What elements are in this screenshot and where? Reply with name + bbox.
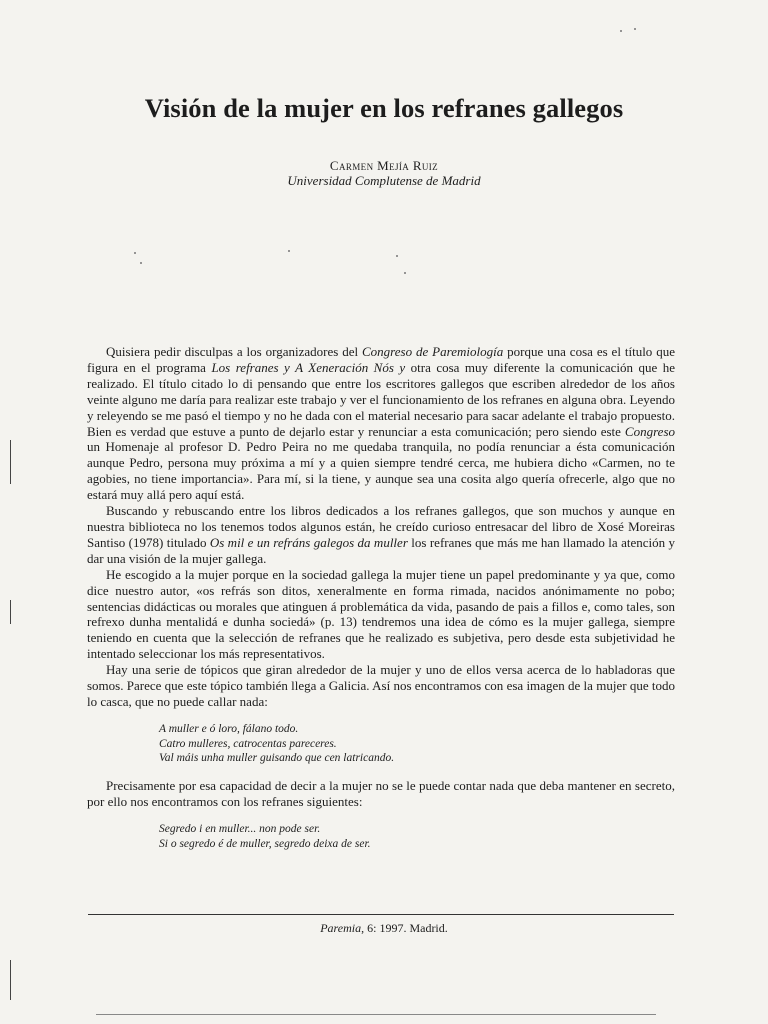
paragraph-4: Hay una serie de tópicos que giran alrededor de la mujer y uno de ellos versa acerca de lo habladoras que somos. Parece que este tópico también llega a Galicia. Así nos encontramos con esa imagen de la mujer que todo lo casca, que no puede callar nada:: [87, 662, 675, 709]
proverb-line: Segredo i en muller... non pode ser.: [159, 823, 321, 836]
footer-rule: [88, 914, 674, 915]
scan-speck: [396, 255, 398, 257]
author-affiliation: Universidad Complutense de Madrid: [287, 173, 481, 188]
paragraph-2: Buscando y rebuscando entre los libros dedicados a los refranes gallegos, que son muchos y aunque en nuestra biblioteca no los tenemos todos algunos están, he creído curioso entresacar del libro de Xosé Moreiras Santiso (1978) titulado Os mil e un refráns galegos da muller los refranes que más me han llamado la atención y dar una visión de la mujer gallega.: [87, 503, 675, 566]
scan-edge-mark: [10, 960, 11, 1000]
article-title: Visión de la mujer en los refranes gallegos: [144, 93, 624, 123]
scan-speck: [634, 28, 636, 30]
proverb-line: A muller e ó loro, fálano todo.: [159, 722, 299, 735]
journal-footer: Paremia, 6: 1997. Madrid.: [320, 921, 448, 935]
scan-bottom-line: [96, 1014, 656, 1015]
proverb-line: Val máis unha muller guisando que cen latricando.: [159, 752, 395, 765]
scan-speck: [134, 252, 136, 254]
proverb-line: Catro mulleres, catrocentas pareceres.: [159, 737, 337, 750]
article-body: [87, 344, 675, 864]
paragraph-3: He escogido a la mujer porque en la sociedad gallega la mujer tiene un papel predominante y ya que, como dice nuestro autor, «os refrás son ditos, xeneralmente en forma rimada, nacidos anónimamente no pobo; sentencias didácticas ou morales que atinguen á problemática da vida, pasando de pais a fillos e, como tales, son refrexo dunha mentalidá e dunha sociedá» (p. 13) tendremos una idea de cómo es la mujer gallega, siempre teniendo en cuenta que la selección de refranes que he realizado es subjetiva, pero desde esta subjetividad he intentado seleccionar los más representativos.: [87, 566, 675, 662]
scan-speck: [404, 272, 406, 274]
proverb-line: Si o segredo é de muller, segredo deixa de ser.: [159, 837, 371, 850]
scan-edge-mark: [10, 600, 11, 624]
proverb-quote-2: [159, 822, 675, 852]
scan-speck: [620, 30, 622, 32]
scan-speck: [140, 262, 142, 264]
scan-speck: [288, 250, 290, 252]
author-name: Carmen Mejía Ruiz: [329, 158, 439, 173]
proverb-quote-1: [159, 722, 675, 766]
scan-edge-mark: [10, 440, 11, 484]
paragraph-1: Quisiera pedir disculpas a los organizadores del Congreso de Paremiología porque una cosa es el título que figura en el programa Los refranes y A Xeneración Nós y otra cosa muy diferente la comunicación que he realizado. El título citado lo di pensando que entre los escritores gallegos que escriben alrededor de los años veinte alguno me daría para realizar este trabajo y ver el funcionamiento de los refranes en alguna obra. Leyendo y releyendo se me pasó el tiempo y no he dada con el material necesario para sacar adelante el trabajo propuesto. Bien es verdad que estuve a punto de dejarlo estar y renunciar a esta comunicación; pero siendo este Congreso un Homenaje al profesor D. Pedro Peira no me quedaba tranquila, no podía renunciar a ésta comunicación aunque Pedro, persona muy próxima a mí y a quien siempre tendré cerca, me hubiera dicho «Carmen, no te agobies, no tiene importancia». Para mí, si la tiene, y aunque sea una cosita algo quería ofrecerle, algo que no estará muy allá pero aquí está.: [87, 344, 675, 503]
paragraph-5: Precisamente por esa capacidad de decir a la mujer no se le puede contar nada que deba mantener en secreto, por ello nos encontramos con los refranes siguientes:: [87, 778, 675, 810]
